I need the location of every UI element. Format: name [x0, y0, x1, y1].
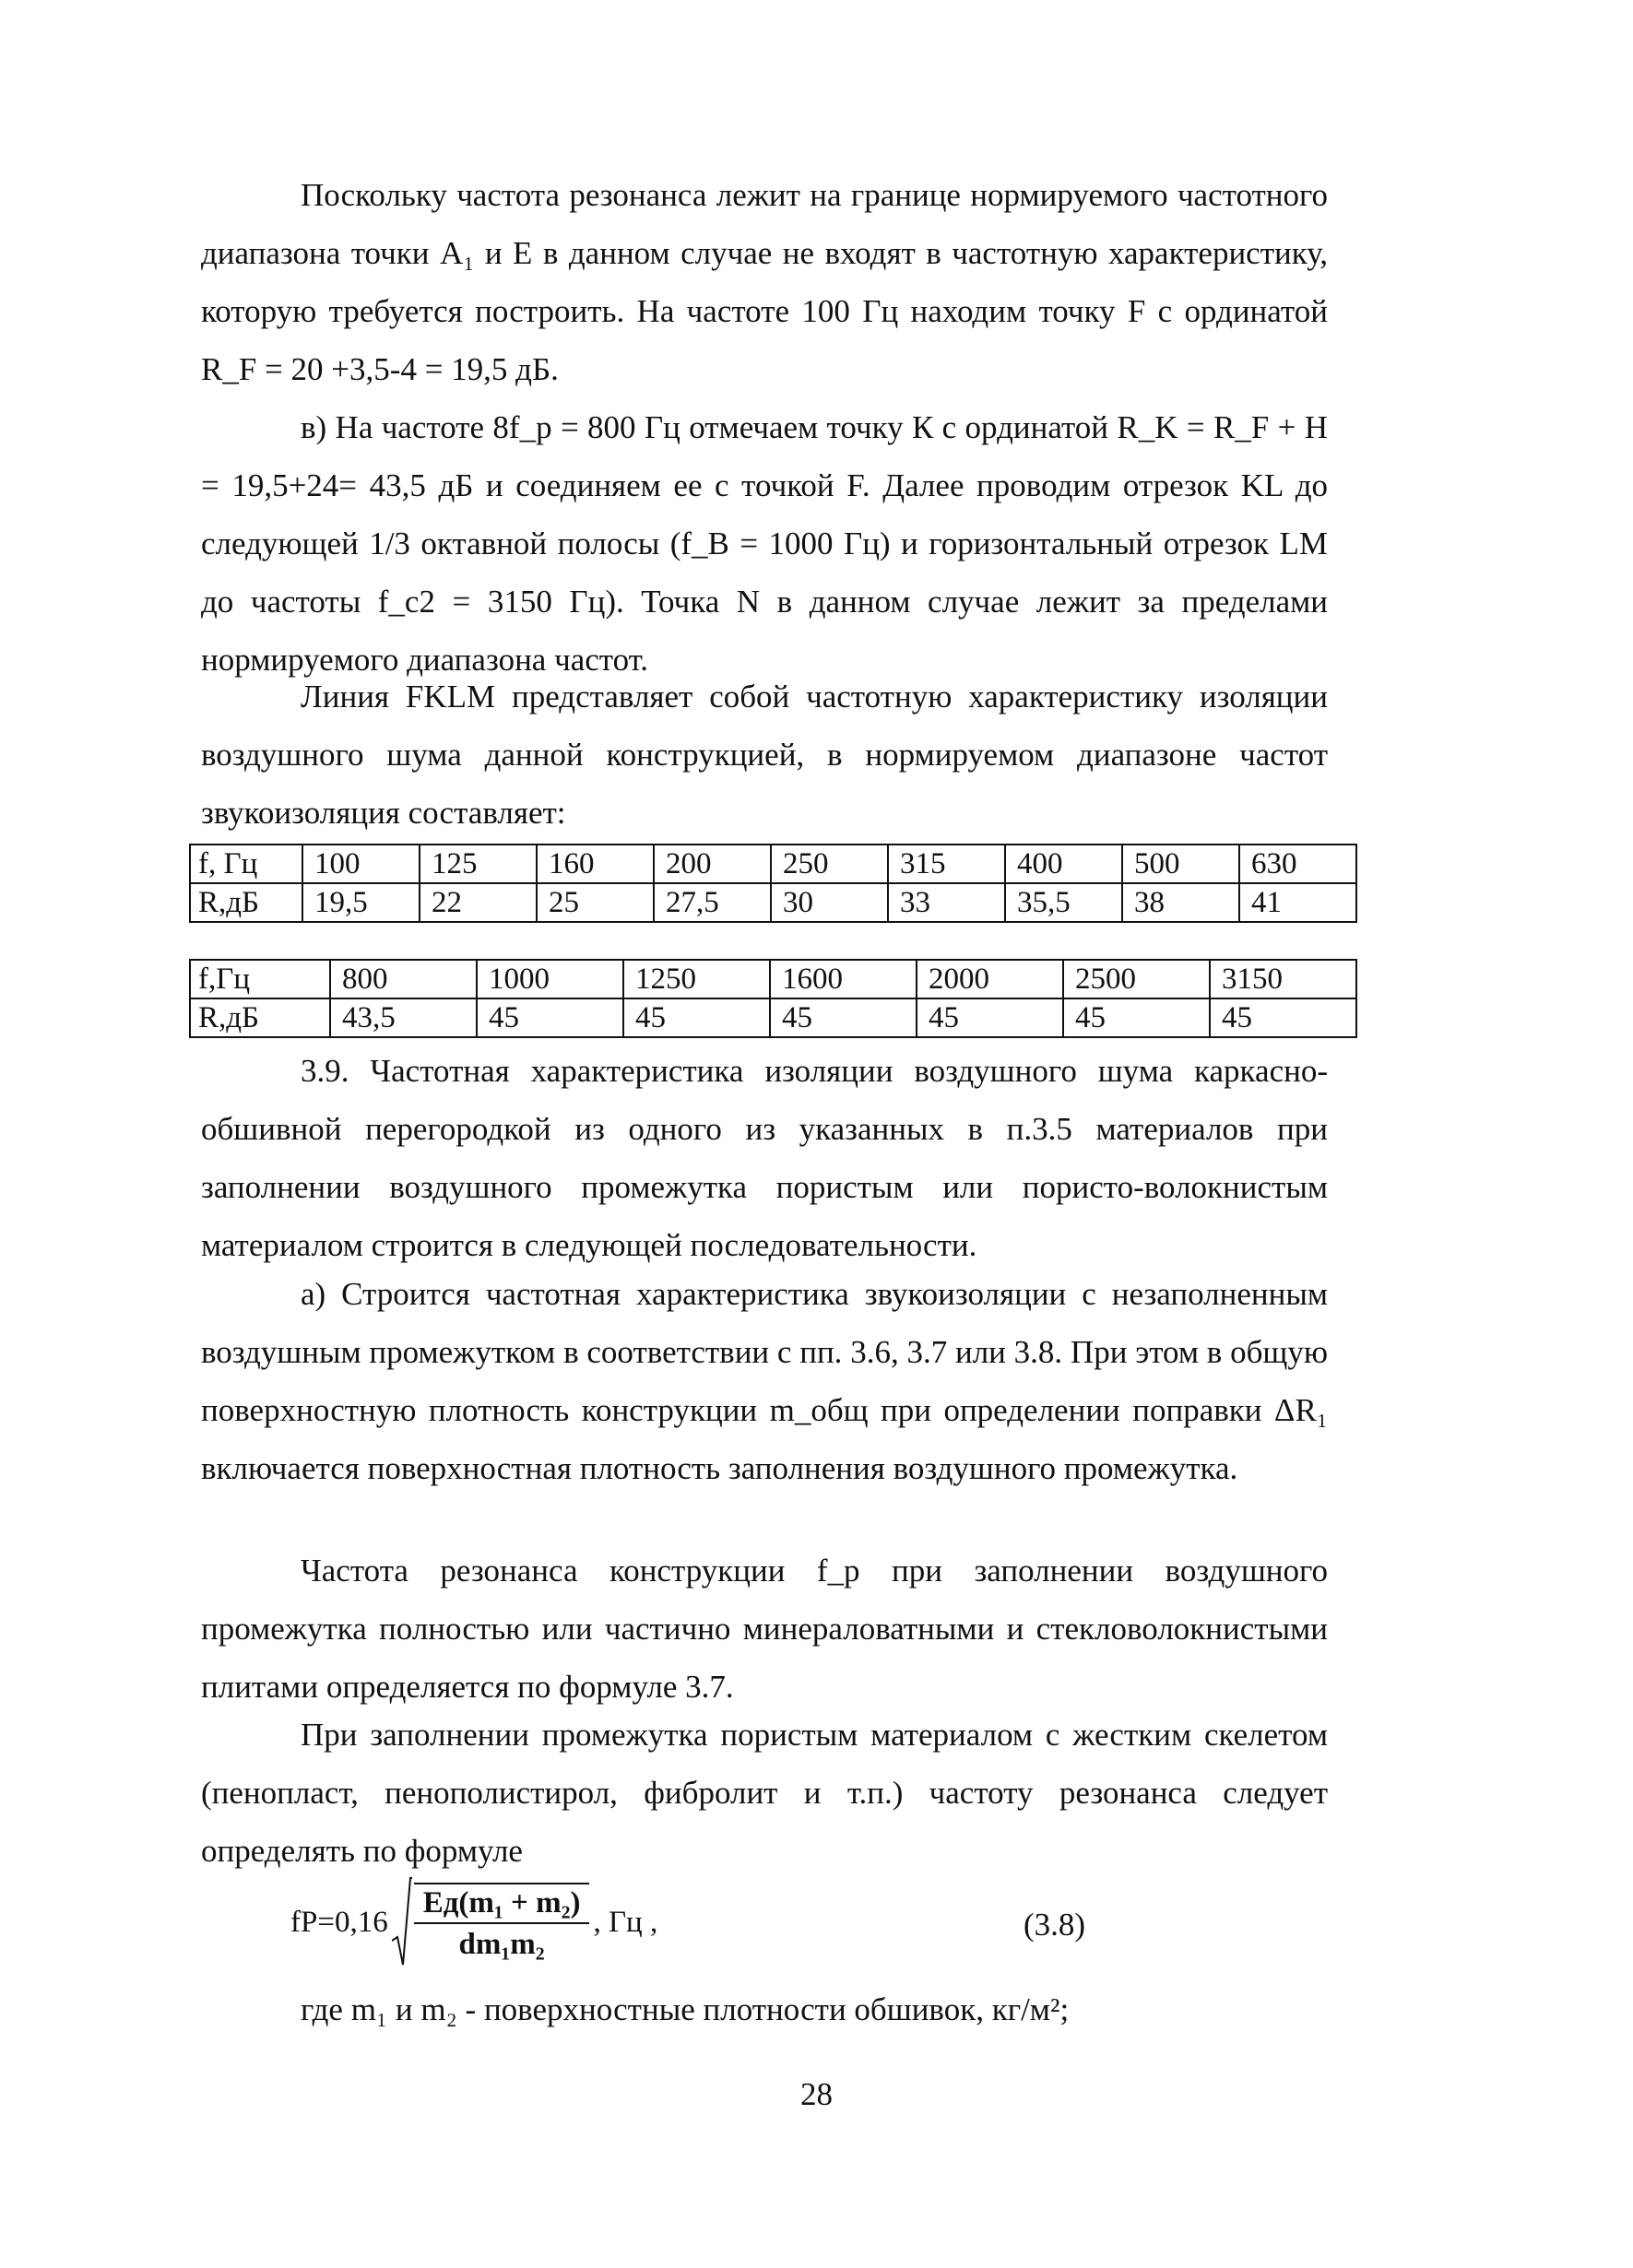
table-cell: 200 — [654, 845, 771, 883]
paragraph-resonance: Частота резонанса конструкции f_p при заполнении воздушного промежутка полностью или частично минераловатными и стекловолокнистыми плитами определяется по формуле 3.7. — [201, 1553, 1328, 1705]
table-row-insulation — [190, 998, 1356, 1037]
sound-insulation-table-1 — [189, 844, 1357, 923]
sound-insulation-table-2 — [189, 959, 1357, 1038]
table-cell: 125 — [420, 845, 537, 883]
table-cell: 250 — [771, 845, 888, 883]
table-header-cell: R,дБ — [190, 883, 302, 922]
table-header-cell: f, Гц — [190, 845, 302, 883]
square-root-sign — [392, 1876, 594, 1968]
table-cell: 100 — [302, 845, 420, 883]
table-cell: 1600 — [770, 960, 917, 998]
table-cell: 1250 — [623, 960, 770, 998]
table-cell: 2000 — [917, 960, 1063, 998]
paragraph-a: а) Строится частотная характеристика звукоизоляции с незаполненным воздушным промежутком в соответствии с пп. 3.6, 3.7 или 3.8. При этом в общую поверхностную плотность конструкции m_общ при определении поправки ΔR₁ включается поверхностная плотность заполнения воздушного промежутка. — [201, 1276, 1328, 1486]
paragraph-3-9: 3.9. Частотная характеристика изоляции воздушного шума каркасно-обшивной перегородкой из одного из указанных в п.3.5 материалов при заполнении воздушного промежутка пористым или пористо-волокнистым материалом строится в следующей последовательности. — [201, 1053, 1328, 1263]
table-cell: 41 — [1239, 883, 1356, 922]
formula-unit: , Гц , — [593, 1905, 658, 1939]
formula-fraction — [414, 1883, 590, 1962]
formula-lhs: fP=0,16 — [290, 1905, 388, 1939]
paragraph-rigid-skeleton: При заполнении промежутка пористым материалом с жестким скелетом (пенопласт, пенополистирол, фибролит и т.п.) частоту резонанса следует определять по формуле — [201, 1717, 1328, 1869]
table-cell: 19,5 — [302, 883, 420, 922]
table-cell: 30 — [771, 883, 888, 922]
paragraph-2: в) На частоте 8f_p = 800 Гц отмечаем точку К с ординатой R_K = R_F + H = 19,5+24= 43,5 дБ и соединяем ее с точкой F. Далее проводим отрезок KL до следующей 1/3 октавной полосы (f_B = 1000 Гц) и горизонтальный отрезок LM до частоты f_c2 = 3150 Гц). Точка N в данном случае лежит за пределами нормируемого диапазона частот. — [201, 409, 1328, 678]
table-header-cell: f,Гц — [190, 960, 330, 998]
table-cell: 315 — [888, 845, 1005, 883]
table-cell: 45 — [623, 998, 770, 1037]
table-header-cell: R,дБ — [190, 998, 330, 1037]
table-cell: 33 — [888, 883, 1005, 922]
paragraph-3: Линия FKLM представляет собой частотную характеристику изоляции воздушного шума данной конструкцией, в нормируемом диапазоне частот звукоизоляция составляет: — [201, 679, 1328, 831]
table-cell: 800 — [330, 960, 477, 998]
formula-3-8 — [290, 1872, 657, 1973]
table-row-frequency — [190, 960, 1356, 998]
page-number: 28 — [800, 2076, 833, 2112]
equation-number: (3.8) — [1024, 1907, 1086, 1943]
table-cell: 2500 — [1063, 960, 1210, 998]
paragraph-where: где m₁ и m₂ - поверхностные плотности обшивок, кг/м²; — [301, 1991, 1070, 2027]
table-cell: 1000 — [477, 960, 623, 998]
table-cell: 35,5 — [1005, 883, 1122, 922]
table-cell: 45 — [477, 998, 623, 1037]
table-row-insulation — [190, 883, 1356, 922]
table-cell: 45 — [1063, 998, 1210, 1037]
table-cell: 160 — [537, 845, 654, 883]
radical-icon — [392, 1876, 412, 1968]
table-cell: 27,5 — [654, 883, 771, 922]
table-cell: 400 — [1005, 845, 1122, 883]
table-row-frequency — [190, 845, 1356, 883]
table-cell: 3150 — [1210, 960, 1356, 998]
table-cell: 630 — [1239, 845, 1356, 883]
table-cell: 45 — [1210, 998, 1356, 1037]
table-cell: 45 — [770, 998, 917, 1037]
table-cell: 43,5 — [330, 998, 477, 1037]
table-cell: 38 — [1122, 883, 1239, 922]
table-cell: 500 — [1122, 845, 1239, 883]
table-cell: 25 — [537, 883, 654, 922]
formula-numerator: Eд(m₁ + m₂) — [414, 1883, 590, 1924]
formula-denominator: dm₁m₂ — [458, 1928, 545, 1961]
table-cell: 45 — [917, 998, 1063, 1037]
table-cell: 22 — [420, 883, 537, 922]
paragraph-1: Поскольку частота резонанса лежит на границе нормируемого частотного диапазона точки A₁ и E в данном случае не входят в частотную характеристику, которую требуется построить. На частоте 100 Гц находим точку F с ординатой R_F = 20 +3,5-4 = 19,5 дБ. — [201, 177, 1328, 387]
